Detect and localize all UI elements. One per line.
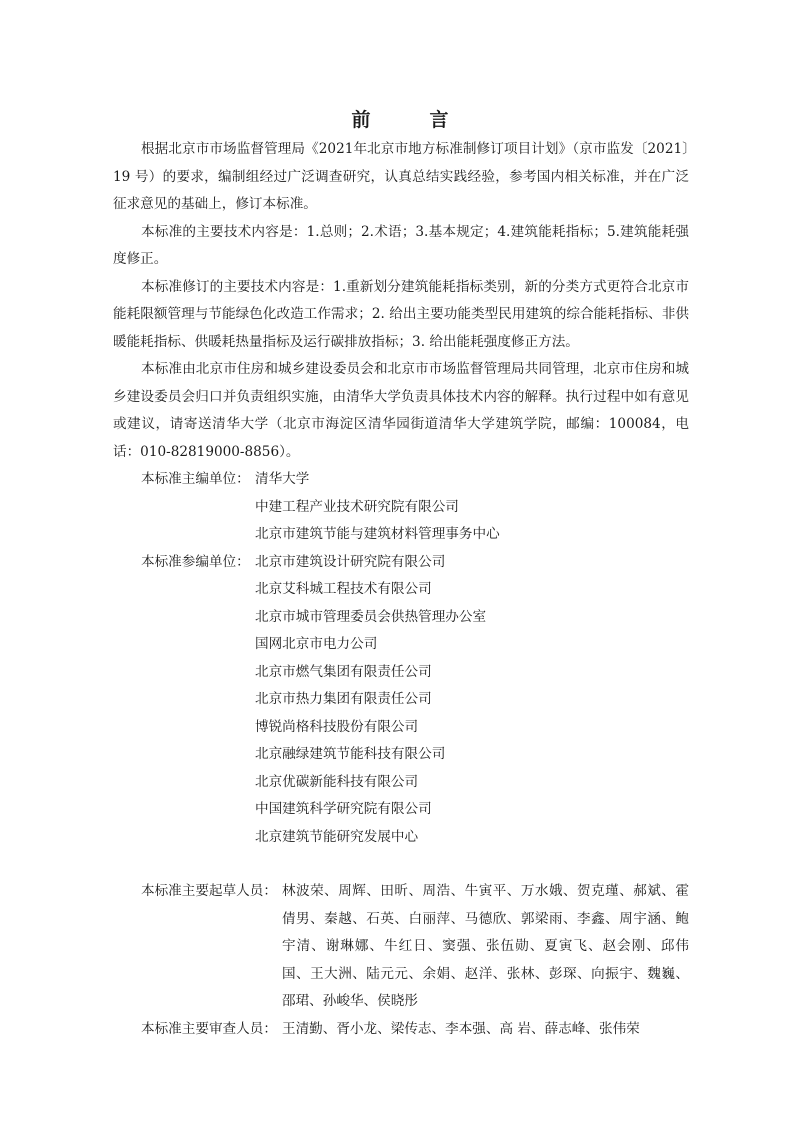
participating-unit-item: 北京市建筑设计研究院有限公司 (255, 553, 446, 570)
drafters-names: 林波荣、周辉、田昕、周浩、牛寅平、万水娥、贺克瑾、郝斌、霍倩男、秦越、石英、白丽萍、马德欣、郭梁雨、李鑫、周宇涵、鲍宇清、谢琳娜、牛红日、窦强、张伍勋、夏寅飞、赵会刚、邱伟国、王大洲、陆元元、余娟、赵洋、张林、彭琛、向振宇、魏巍、邵珺、孙峻华、侯晓彤 (282, 883, 689, 1009)
reviewers-label: 本标准主要审查人员： (141, 1020, 277, 1037)
reviewers-section (113, 1016, 689, 1044)
page-title: 前 言 (351, 109, 469, 131)
participating-unit-item: 北京融绿建筑节能科技有限公司 (255, 746, 446, 762)
drafters-label: 本标准主要起草人员： (141, 883, 277, 899)
chief-unit-item: 清华大学 (255, 471, 310, 487)
participating-unit-item: 北京艾科城工程技术有限公司 (255, 581, 432, 597)
section-spacer (113, 851, 689, 878)
participating-unit-item: 博锐尚格科技股份有限公司 (255, 718, 419, 735)
document-body (113, 136, 689, 1043)
participating-units-list (255, 549, 689, 852)
reviewers-names: 王清勤、胥小龙、梁传志、李本强、高 岩、薛志峰、张伟荣 (282, 1020, 640, 1037)
paragraph-revision-content: 本标准修订的主要技术内容是：1.重新划分建筑能耗指标类别，新的分类方式更符合北京市能耗限额管理与节能绿色化改造工作需求；2. 给出主要功能类型民用建筑的综合能耗指标、非供暖能耗指标、供暖耗热量指标及运行碳排放指标；3. 给出能耗强度修正方法。 (113, 278, 689, 350)
chief-units-list (255, 466, 689, 549)
participating-unit-item: 北京市燃气集团有限责任公司 (255, 663, 432, 680)
chief-unit-item: 中建工程产业技术研究院有限公司 (255, 498, 459, 515)
participating-unit-item: 中国建筑科学研究院有限公司 (255, 801, 432, 817)
participating-unit-item: 北京市城市管理委员会供热管理办公室 (255, 608, 487, 625)
participating-unit-item: 北京建筑节能研究发展中心 (255, 828, 419, 845)
paragraph-main-content: 本标准的主要技术内容是：1.总则；2.术语；3.基本规定；4.建筑能耗指标；5.建筑能耗强度修正。 (113, 223, 689, 267)
chief-unit-item: 北京市建筑节能与建筑材料管理事务中心 (255, 526, 500, 542)
participating-unit-item: 北京优碳新能科技有限公司 (255, 773, 419, 790)
participating-units-section (113, 549, 689, 852)
chief-units-label: 本标准主编单位： (141, 471, 250, 487)
drafters-section (113, 878, 689, 1016)
participating-unit-item: 国网北京市电力公司 (255, 636, 378, 652)
participating-units-label: 本标准参编单位： (141, 553, 250, 570)
participating-unit-item: 北京市热力集团有限责任公司 (255, 691, 432, 707)
chief-units-section (113, 466, 689, 549)
paragraph-plan: 根据北京市市场监督管理局《2021年北京市地方标准制修订项目计划》（京市监发〔2021〕19 号）的要求，编制组经过广泛调查研究，认真总结实践经验，参考国内相关标准，并在广泛征求意见的基础上，修订本标准。 (113, 141, 689, 212)
paragraph-management: 本标准由北京市住房和城乡建设委员会和北京市市场监督管理局共同管理，北京市住房和城乡建设委员会归口并负责组织实施，由清华大学负责具体技术内容的解释。执行过程中如有意见或建议，请寄送清华大学（北京市海淀区清华园街道清华大学建筑学院，邮编：100084，电话：010-82819000-8856）。 (113, 361, 689, 460)
